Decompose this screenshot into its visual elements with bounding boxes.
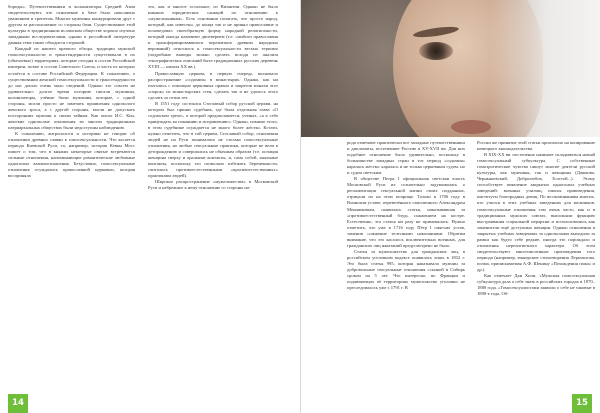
- photo-highlight: [490, 0, 600, 137]
- paragraph: В 1551 году состоялся Стоглавый собор русской церкви, на котором был принят судебник, где была отдельная глава «О содомском грехе», в которой предписывается: ученых, «а к себе принуждать ка покаянию и исправлению». Однако, помимо этого, в этом судебнике осуждается не много более жёстко. Кстати, нужно отметить, что в той церкви, Стоглавый собор, отношения людей не на Руси понимались не столько гомосексуальные отношения, но любые сексуальные практики, которые не вели к деторождению и совершались не обычным образом (т.е. позиция женщина сверху и оральные контакты, и, само собой, анальные контакты, поскольку это позволяло избежать беременности, считались противоестественными «противоестественных» практиками людей).: [148, 100, 278, 179]
- right-page-column-2: [477, 140, 595, 297]
- right-page-column-1: [347, 140, 465, 291]
- photo-mouth: [451, 120, 491, 134]
- right-page: [301, 0, 600, 413]
- paragraph: Статья за мужеложество для гражданских лиц, в российском уголовном кодексе появилась лишь в 1832 г. Это была статья 995, которая наказывала мужчин за добровольные сексуальные отношения ссылкой в Сибирь сроком на 5 лет. Что интересно, во Франции и подавляющих её территориях мужеложство уголовно не преследовалось уже с 1791 г. В: [347, 248, 465, 291]
- paragraph: В обществе Петра I официальная светская власть Московской Руси их сознательно задумывалась о регламентации сексуальной жизни своих подданных, отрицали их на этом поприще. Только в 1706 году в Воинском уставе, перевезённого самоличного Александром Меншиковым, появилась статья, наказывавшая за «противоестественный блуд» сожжением на костре. Естественно, эта статья ни разу не применялась. Нужно отметить, что уже в 1716 году Пётр I смягчил устав, заменив сожжение телесными наказаниями. Обратим внимание, что это касалось исключительно военных, для гражданских лиц наказаний предусмотрено не было.: [347, 176, 465, 248]
- paragraph: Широкое распространение «мужеложества» в Московской Руси и небрежное к нему отношение со стороны на-: [148, 179, 278, 191]
- paragraph: бороды». Путешественники и колонизаторы Средней Азии свидетельствуют, что отношение к баче было наполнено уважением и трепетом. Многие мужчины конкурировали друг с другом за расположение со стороны бачи. Существование этой культуры в традиционном исламском обществе хорошо изучено западными исследователями, однако в российской литературе данная тема также обходится стороной.: [8, 4, 135, 46]
- page-number-left: 14: [8, 394, 28, 413]
- paragraph: К сожалению, антропологи и историки не говорят об отношении древних славян к гомосексуальности. Что касается периода Киевской Руси, то, например, историк Кевин Мосс пишет о том, что в княжих некоторые святые встречаются сильные отношения, напоминающие романтические любовные однополые взаимоотношения. Безусловно, гомосексуальные отношения осуждались православной церковью, которая восприняла: [8, 130, 135, 179]
- paragraph: В XIX-XX вв. постепенно начинает складываться новый гомосексуальный субкультура. С собственные гомоэротические чувства пишут многие деятели русской культуры, как мужчины, так и женщины (Дашкова, Чернышевский, Добролюбов, Толстой...). Этому способствует появление закрытых однополых учебных заведений: военных училищ, школы правоведения, институты благородных девиц. По воспоминаниям многих, кто учился в этих учебных заведениях для мальчиков, гомосексуальные отношения там очень часто, как и в традиционных мужских союзах, выполняли функцию выстраивания социальной иерархии и использовались как заменители ещё доступных женщин. Однако отношения в закрытых учебных заведениях за однополыми выходили за рамки как будто себе редкие, иногда это порождало и отношения нерелигиозного характера. Об этом свидетельствуют многочисленные произведения того периода (например, юнкерские стихотворения Лермонтова, поэма, приписываемая А.Ф. Шенину «Похождения пажа» и др.).: [477, 152, 595, 272]
- paragraph: России же принятие этой статьи произошло на копирование немецкого законодательства.: [477, 140, 595, 152]
- left-page-column-1: [8, 4, 135, 179]
- page-number-right: 15: [572, 394, 592, 413]
- left-page-column-2: [148, 4, 278, 191]
- paragraph: это, как и многое остальное, из Византии. Однако не было никаких юридических санкций по отношению к «мужеложникам». Есть основания полагать, что просто народ, который, как известно, до конца так и не принял православие и исповедовал своеобразную форму народной религиозности, который иногда называют двоеверием (т.е. симбиоз православия и трансформировавшихся пережитков древних народных верований) относился к гомосексуальности весьма терпимо (подробные выводы можно сделать исходя из анализа этнографических описаний быта традиционных русских деревень XVIII — начала XX вв.).: [148, 4, 278, 70]
- photo-eye: [419, 42, 453, 60]
- paragraph: Каждый из нашего краткого обзора, традиции мужской гомосексуальности и трансгендерности существовали в их (обычаевых) территориях, которые сегодня в состав Российской империи, позже в состав Советского Союза, и часть из которых остаётся в составе Российской Федерации. К сожалению, о существовании женской гомосексуальности и трансгендерности до нас дошло очень мало сведений. Однако это совсем не удивительно: долгое время историю писали мужчины, колонизаторы, учёные были мужчины, которые, с одной стороны, могли просто не замечать проявления однополого женского эроса, а с другой стороны, могли не допускать посторонних мужчин к своим тайнам. Как писал И.С. Кон, женские однополые отношения во многих традиционных патриархальных обществах были недоступны наблюдению.: [8, 46, 135, 130]
- paragraph: рода отмечают практически все западные путешественники и дипломаты, посетившие Россию в XV-XVII вв. Для них подобное отношение было удивительно, поскольку в большинстве западных стран в тот период «содомия» каралась жёстко: каралась и не только церковным судом, но и судом светским.: [347, 140, 465, 176]
- paragraph: Как отмечает Дан Хили, «Мужская гомосексуальная субкультура дала о себе знать в российских городах в 1870–1880 года. «Гомосексуалистами заявили о себе не таковые в 1890-е года. Об-: [477, 273, 595, 297]
- paragraph: Православную церковь в первую очередь волновало распространение «содомии» в монастырях. Однако, как ни пытались с помощью церковных правил и запретов монахи этот «порок» из монастырских стен, сделать так и не удалось этого сделать за сотни лет.: [148, 70, 278, 100]
- portrait-photo: [301, 0, 600, 137]
